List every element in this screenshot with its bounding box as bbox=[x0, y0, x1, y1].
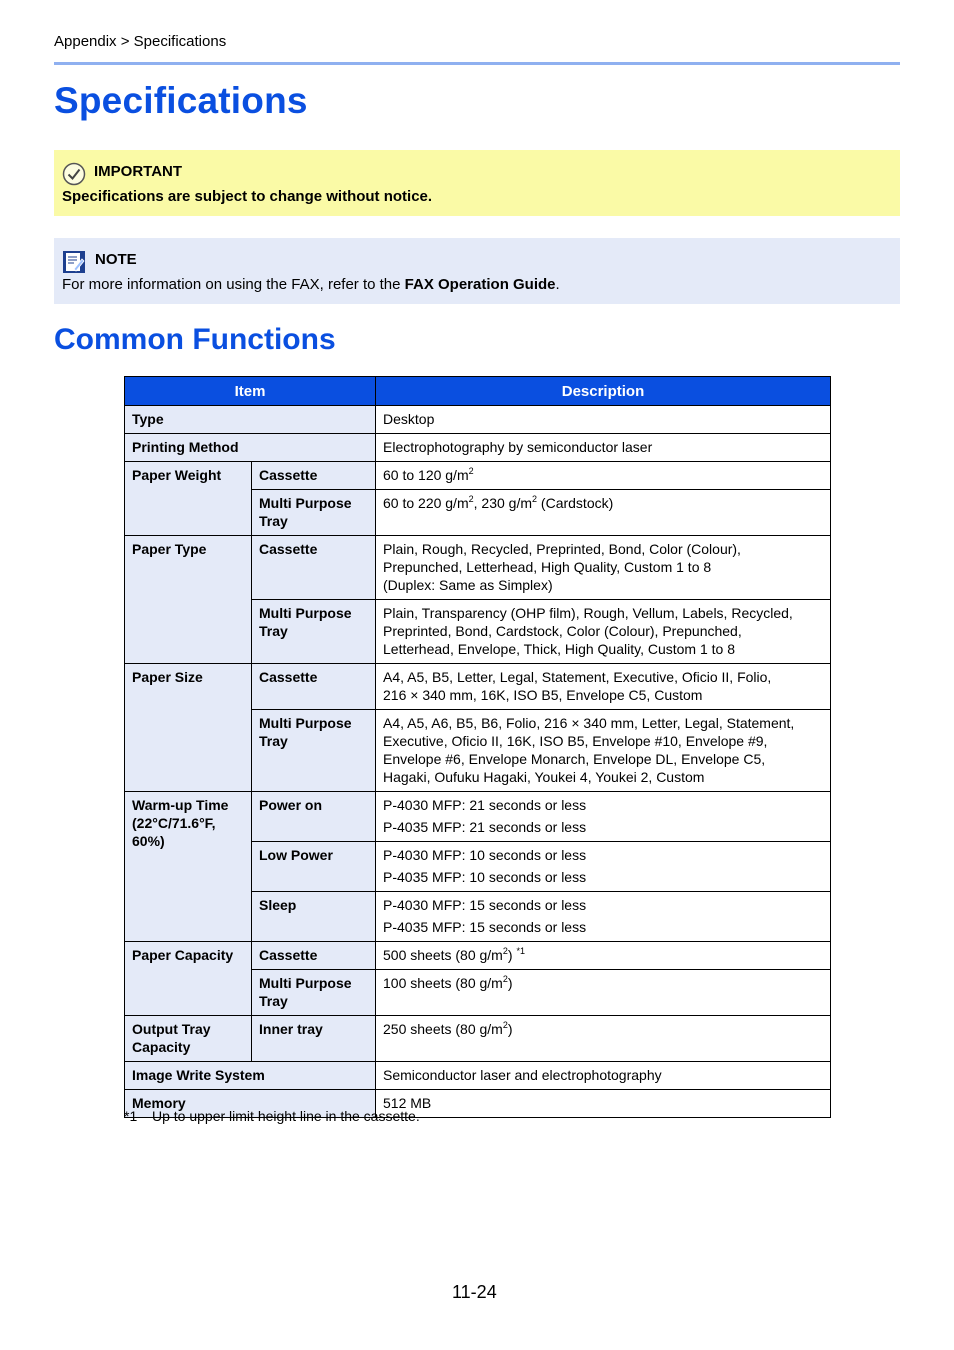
desc-text: (Cardstock) bbox=[537, 495, 614, 511]
page-number: 11-24 bbox=[452, 1282, 497, 1302]
table-row bbox=[125, 1062, 831, 1090]
subitem-cell: Multi Purpose Tray bbox=[252, 600, 376, 664]
subitem-cell: Multi Purpose Tray bbox=[252, 710, 376, 792]
subitem-cell: Low Power bbox=[252, 842, 376, 892]
description-cell bbox=[376, 600, 831, 664]
desc-text: 500 sheets (80 g/m bbox=[383, 947, 503, 963]
table-row bbox=[125, 1016, 831, 1062]
footnote-text: Up to upper limit height line in the cassette. bbox=[152, 1108, 420, 1124]
item-cell: Printing Method bbox=[125, 434, 376, 462]
header-rule bbox=[54, 62, 900, 65]
description-cell bbox=[376, 536, 831, 600]
desc-line: P-4030 MFP: 10 seconds or less bbox=[383, 847, 587, 863]
desc-text: 100 sheets (80 g/m bbox=[383, 975, 503, 991]
desc-text: ) bbox=[507, 947, 517, 963]
description-cell bbox=[376, 462, 831, 490]
superscript: 2 bbox=[502, 1020, 508, 1030]
superscript: 2 bbox=[468, 466, 474, 476]
table-row bbox=[125, 792, 831, 842]
desc-line: Hagaki, Oufuku Hagaki, Youkei 4, Youkei 2, Custom bbox=[383, 769, 705, 785]
table-header-row bbox=[125, 377, 831, 406]
note-text-end: . bbox=[555, 276, 560, 293]
column-header-description: Description bbox=[376, 377, 831, 406]
description-cell bbox=[376, 490, 831, 536]
superscript: 2 bbox=[532, 494, 538, 504]
subitem-cell: Sleep bbox=[252, 892, 376, 942]
item-cell: Paper Size bbox=[125, 664, 252, 792]
item-cell: Type bbox=[125, 406, 376, 434]
note-text-start: For more information on using the FAX, refer to the bbox=[62, 276, 405, 293]
desc-line: Plain, Transparency (OHP film), Rough, Vellum, Labels, Recycled, bbox=[383, 605, 793, 621]
table-row bbox=[125, 942, 831, 970]
desc-text: 60 to 120 g/m bbox=[383, 467, 469, 483]
subitem-cell: Inner tray bbox=[252, 1016, 376, 1062]
description-cell bbox=[376, 710, 831, 792]
item-cell: Paper Capacity bbox=[125, 942, 252, 1016]
item-cell: Warm-up Time (22°C/71.6°F, 60%) bbox=[125, 792, 252, 942]
desc-text: 250 sheets (80 g/m bbox=[383, 1021, 503, 1037]
desc-line: Plain, Rough, Recycled, Preprinted, Bond, Color (Colour), bbox=[383, 541, 741, 557]
description-cell: Semiconductor laser and electrophotography bbox=[376, 1062, 831, 1090]
desc-line: P-4030 MFP: 21 seconds or less bbox=[383, 797, 587, 813]
desc-line: Envelope #6, Envelope Monarch, Envelope DL, Envelope C5, bbox=[383, 751, 766, 767]
section-title: Common Functions bbox=[54, 323, 336, 356]
desc-text: , 230 g/m bbox=[473, 495, 533, 511]
desc-line: P-4030 MFP: 15 seconds or less bbox=[383, 897, 587, 913]
description-cell bbox=[376, 970, 831, 1016]
desc-line: P-4035 MFP: 15 seconds or less bbox=[383, 919, 587, 935]
breadcrumb: Appendix > Specifications bbox=[54, 33, 227, 50]
note-label: NOTE bbox=[95, 251, 137, 268]
subitem-cell: Cassette bbox=[252, 462, 376, 490]
desc-line: A4, A5, A6, B5, B6, Folio, 216 × 340 mm, Letter, Legal, Statement, bbox=[383, 715, 795, 731]
important-text: Specifications are subject to change without notice. bbox=[62, 188, 433, 205]
table-row bbox=[125, 434, 831, 462]
description-cell bbox=[376, 892, 831, 942]
description-cell: Desktop bbox=[376, 406, 831, 434]
subitem-cell: Cassette bbox=[252, 942, 376, 970]
page-title: Specifications bbox=[54, 80, 308, 121]
desc-text: ) bbox=[507, 1021, 513, 1037]
note-box bbox=[54, 238, 900, 304]
table-row bbox=[125, 664, 831, 710]
note-pencil-icon bbox=[62, 250, 86, 279]
important-label: IMPORTANT bbox=[94, 163, 183, 180]
desc-line: Letterhead, Envelope, Thick, High Quality, Custom 1 to 8 bbox=[383, 641, 736, 657]
subitem-cell: Multi Purpose Tray bbox=[252, 970, 376, 1016]
desc-text: ) bbox=[507, 975, 513, 991]
description-cell: Electrophotography by semiconductor laser bbox=[376, 434, 831, 462]
desc-line: P-4035 MFP: 10 seconds or less bbox=[383, 869, 587, 885]
note-text bbox=[62, 276, 560, 293]
table-row bbox=[125, 406, 831, 434]
checkmark-circle-icon bbox=[62, 162, 86, 191]
item-cell: Paper Weight bbox=[125, 462, 252, 536]
desc-line: Preprinted, Bond, Cardstock, Color (Colour), Prepunched, bbox=[383, 623, 742, 639]
desc-line: Executive, Oficio II, 16K, ISO B5, Envelope #10, Envelope #9, bbox=[383, 733, 768, 749]
footnote bbox=[124, 1108, 420, 1124]
description-cell bbox=[376, 842, 831, 892]
superscript: 2 bbox=[502, 974, 508, 984]
subitem-cell: Cassette bbox=[252, 664, 376, 710]
description-cell bbox=[376, 664, 831, 710]
item-cell: Memory bbox=[125, 1090, 376, 1118]
desc-line: (Duplex: Same as Simplex) bbox=[383, 577, 553, 593]
column-header-item: Item bbox=[125, 377, 376, 406]
footnote-mark: *1 bbox=[124, 1108, 138, 1124]
superscript: 2 bbox=[468, 494, 474, 504]
superscript: 2 bbox=[502, 946, 508, 956]
item-cell: Output Tray Capacity bbox=[125, 1016, 252, 1062]
description-cell: 512 MB bbox=[376, 1090, 831, 1118]
item-cell: Paper Type bbox=[125, 536, 252, 664]
table-row bbox=[125, 462, 831, 490]
item-cell: Image Write System bbox=[125, 1062, 376, 1090]
desc-line: P-4035 MFP: 21 seconds or less bbox=[383, 819, 587, 835]
desc-line: Prepunched, Letterhead, High Quality, Custom 1 to 8 bbox=[383, 559, 712, 575]
desc-text: 60 to 220 g/m bbox=[383, 495, 469, 511]
footnote-ref: *1 bbox=[516, 946, 525, 956]
table-row bbox=[125, 536, 831, 600]
note-guide-link-text: FAX Operation Guide bbox=[404, 276, 556, 293]
specifications-table bbox=[124, 376, 831, 1118]
subitem-cell: Cassette bbox=[252, 536, 376, 600]
desc-line: 216 × 340 mm, 16K, ISO B5, Envelope C5, Custom bbox=[383, 687, 703, 703]
subitem-cell: Power on bbox=[252, 792, 376, 842]
important-box bbox=[54, 150, 900, 216]
description-cell bbox=[376, 1016, 831, 1062]
description-cell bbox=[376, 942, 831, 970]
description-cell bbox=[376, 792, 831, 842]
desc-line: A4, A5, B5, Letter, Legal, Statement, Executive, Oficio II, Folio, bbox=[383, 669, 772, 685]
subitem-cell: Multi Purpose Tray bbox=[252, 490, 376, 536]
